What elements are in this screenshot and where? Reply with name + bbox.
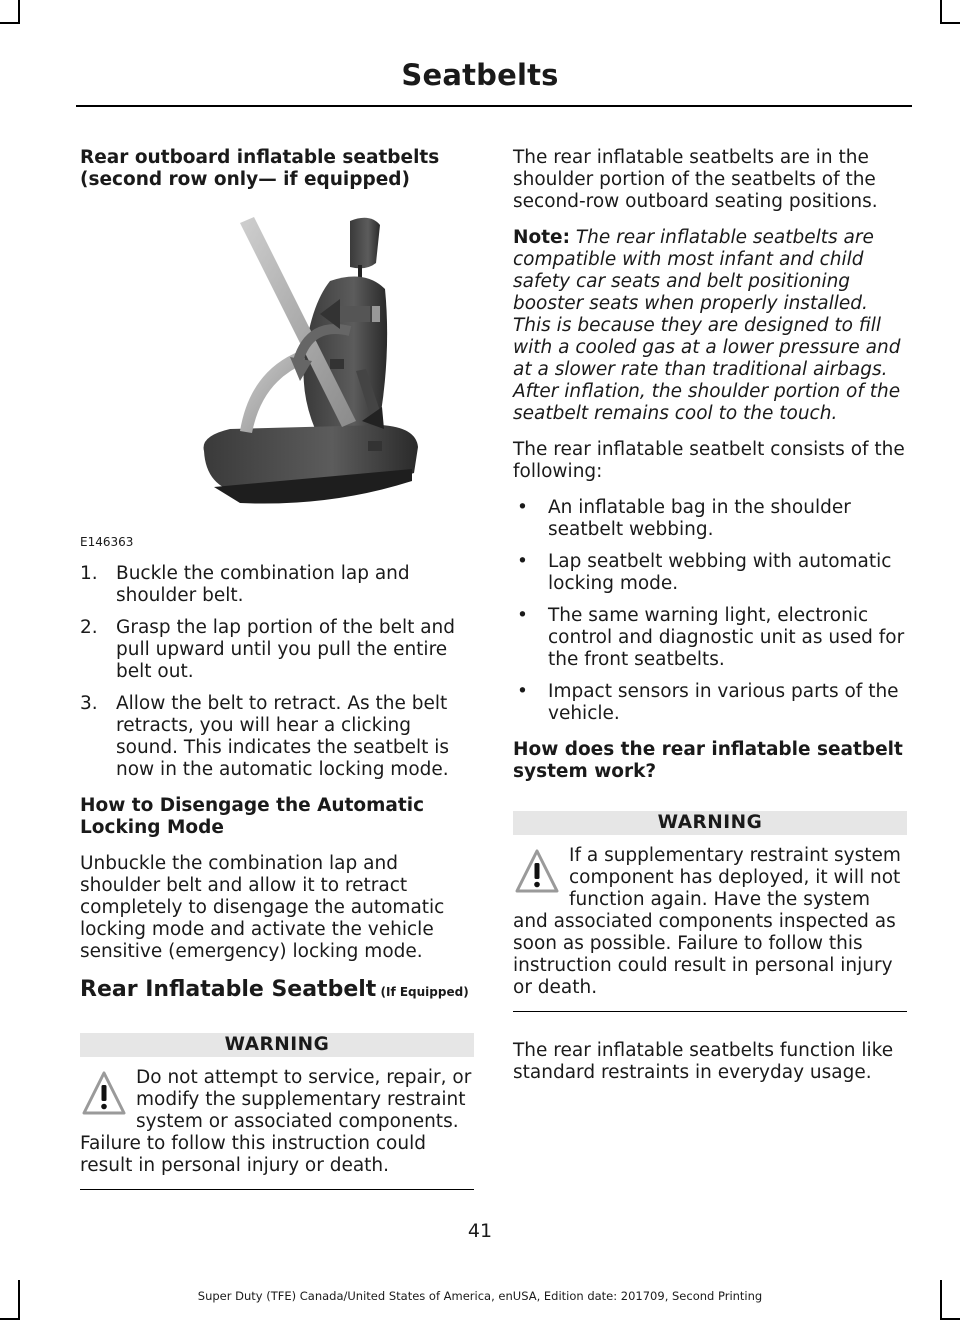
- note-label: Note:: [513, 227, 570, 248]
- list-item: [80, 563, 474, 607]
- crop-mark: [0, 1318, 20, 1320]
- warning-triangle-icon: [513, 845, 561, 901]
- paragraph: Unbuckle the combination lap and shoulder belt and allow it to retract completely to disengage the automatic locking mode and activate the vehicle sensitive (emergency) locking mode.: [80, 853, 445, 962]
- figure-code: E146363: [80, 535, 134, 549]
- subsection-heading: How does the rear inflatable seatbelt system work?: [513, 739, 903, 782]
- warning-label: WARNING: [513, 811, 907, 835]
- warning-box: [80, 1033, 474, 1190]
- list-item: • Lap seatbelt webbing with automatic locking mode.: [513, 551, 907, 595]
- step-text: Allow the belt to retract. As the belt retracts, you will hear a clicking sound. This indicates the seatbelt is now in the automatic locking mode.: [116, 693, 450, 780]
- step-text: Grasp the lap portion of the belt and pull upward until you pull the entire belt out.: [116, 617, 456, 682]
- subsection-heading: How to Disengage the Automatic Locking Mode: [80, 795, 425, 838]
- crop-mark: [940, 0, 942, 22]
- list-item: • An inflatable bag in the shoulder seatbelt webbing.: [513, 497, 907, 541]
- crop-mark: [940, 1318, 960, 1320]
- list-item: [80, 693, 474, 781]
- header-divider: [76, 105, 912, 107]
- warning-label: WARNING: [80, 1033, 474, 1057]
- steps-list: [80, 563, 474, 781]
- warning-body: [513, 845, 907, 1012]
- right-column: [513, 147, 907, 1098]
- step-text: Buckle the combination lap and shoulder belt.: [116, 563, 410, 606]
- warning-triangle-icon: [80, 1067, 128, 1123]
- page-number: 41: [467, 1220, 493, 1242]
- crop-mark: [0, 22, 20, 24]
- paragraph: The rear inflatable seatbelt consists of the following:: [513, 439, 905, 482]
- section-heading: Rear outboard inflatable seatbelts (second row only— if equipped): [80, 147, 440, 190]
- step-number: 2.: [80, 617, 98, 638]
- note-text: The rear inflatable seatbelts are compatible with most infant and child safety car seats and belt positioning booster seats when properly installed. This is because they are designed to fill with a cooled gas at a lower pressure and at a slower rate than traditional airbags. After inflation, the shoulder portion of the seatbelt remains cool to the touch.: [513, 227, 901, 424]
- warning-box: [513, 811, 907, 1012]
- step-number: 3.: [80, 693, 98, 714]
- footer-edition: Super Duty (TFE) Canada/United States of America, enUSA, Edition date: 201709, Second Printing: [197, 1289, 763, 1303]
- bullet-list: [513, 497, 907, 725]
- warning-body: [80, 1067, 474, 1190]
- list-item: • Impact sensors in various parts of the vehicle.: [513, 681, 907, 725]
- paragraph: The rear inflatable seatbelts function like standard restraints in everyday usage.: [513, 1040, 894, 1083]
- paragraph: The rear inflatable seatbelts are in the shoulder portion of the seatbelts of the second-row outboard seating positions.: [513, 147, 878, 212]
- list-item: • The same warning light, electronic control and diagnostic unit as used for the front seatbelts.: [513, 605, 907, 671]
- seat-with-seatbelt-illustration: [180, 211, 440, 511]
- step-number: 1.: [80, 563, 98, 584]
- warning-text: If a supplementary restraint system component has deployed, it will not function again. Have the system and associated components inspected as soon as possible. Failure to follow this instruction could result in personal injury or death.: [513, 845, 901, 998]
- crop-mark: [940, 22, 960, 24]
- section-title: [80, 977, 474, 1005]
- left-column: [80, 147, 474, 1218]
- page-title: Seatbelts: [401, 58, 559, 92]
- list-item: [80, 617, 474, 683]
- seat-figure: [80, 205, 474, 549]
- section-title-text: Rear Inflatable Seatbelt: [80, 977, 377, 1002]
- crop-mark: [18, 0, 20, 22]
- warning-text: Do not attempt to service, repair, or modify the supplementary restraint system or associated components. Failure to follow this instruction could result in personal injury or death.: [80, 1067, 472, 1176]
- note: [513, 227, 907, 425]
- section-title-suffix: (If Equipped): [376, 985, 469, 999]
